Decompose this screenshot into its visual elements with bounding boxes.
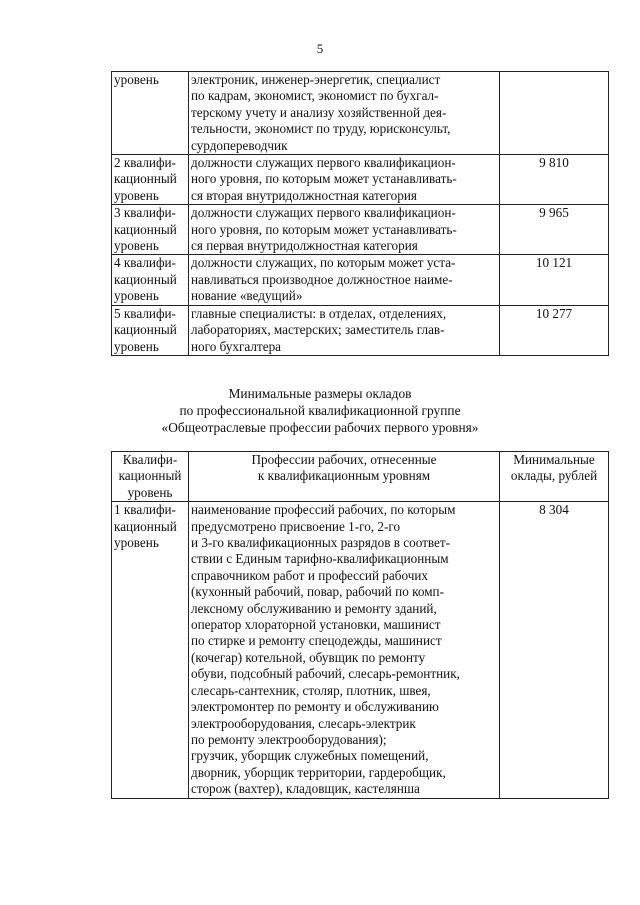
table-header-row [112,452,609,502]
table-row [112,502,609,798]
section-heading-line: Минимальные размеры окладов [228,386,412,401]
salary-cell: 10 277 [500,305,609,355]
qualification-level-cell: 3 квалифи- кационный уровень [112,205,189,255]
salary-table-employees [111,71,609,356]
table-row [112,255,609,305]
salary-cell: 9 810 [500,155,609,205]
section-heading [0,385,640,436]
table-row [112,155,609,205]
table-row [112,205,609,255]
header-min-salary: Минимальные оклады, рублей [500,452,609,502]
table-row [112,305,609,355]
salary-cell: 9 965 [500,205,609,255]
qualification-level-cell: 5 квалифи- кационный уровень [112,305,189,355]
table-row [112,72,609,155]
salary-cell [500,72,609,155]
qualification-level-cell: 4 квалифи- кационный уровень [112,255,189,305]
qualification-level-cell: уровень [112,72,189,155]
salary-cell: 8 304 [500,502,609,798]
page-number: 5 [316,41,324,56]
header-professions: Профессии рабочих, отнесенные к квалификационным уровням [189,452,500,502]
positions-cell: электроник, инженер-энергетик, специалист по кадрам, экономист, экономист по бухгал- терскому учету и анализу хозяйственной дея- тельности, экономист по труду, юрисконсульт, сурдопереводчик [189,72,500,155]
section-heading-line: «Общеотраслевые профессии рабочих первого уровня» [161,420,479,435]
qualification-level-cell: 2 квалифи- кационный уровень [112,155,189,205]
professions-cell: наименование профессий рабочих, по которым предусмотрено присвоение 1-го, 2-го и 3-го квалификационных разрядов в соответ- ствии с Единым тарифно-квалификационным справочником работ и профессий рабочих (кухонный рабочий, повар, рабочий по комп- лексному обслуживанию и ремонту зданий, оператор хлораторной установки, машинист по стирке и ремонту спецодежды, машинист (кочегар) котельной, обувщик по ремонту обуви, подсобный рабочий, слесарь-ремонтник, слесарь-сантехник, столяр, плотник, швея, электромонтер по ремонту и обслуживанию электрооборудования, слесарь-электрик по ремонту электрооборудования); грузчик, уборщик служебных помещений, дворник, уборщик территории, гардеробщик, сторож (вахтер), кладовщик, кастелянша [189,502,500,798]
qualification-level-cell: 1 квалифи- кационный уровень [112,502,189,798]
section-heading-line: по профессиональной квалификационной группе [179,403,461,418]
positions-cell: должности служащих первого квалификацион- ного уровня, по которым может устанавливать- ся первая внутридолжностная категория [189,205,500,255]
positions-cell: должности служащих первого квалификацион- ного уровня, по которым может устанавливать- ся вторая внутридолжностная категория [189,155,500,205]
positions-cell: должности служащих, по которым может уста- навливаться производное должностное наиме- нование «ведущий» [189,255,500,305]
salary-cell: 10 121 [500,255,609,305]
salary-table-workers [111,451,609,799]
positions-cell: главные специалисты: в отделах, отделениях, лабораториях, мастерских; заместитель глав- ного бухгалтера [189,305,500,355]
header-qualification-level: Квалифи- кационный уровень [112,452,189,502]
